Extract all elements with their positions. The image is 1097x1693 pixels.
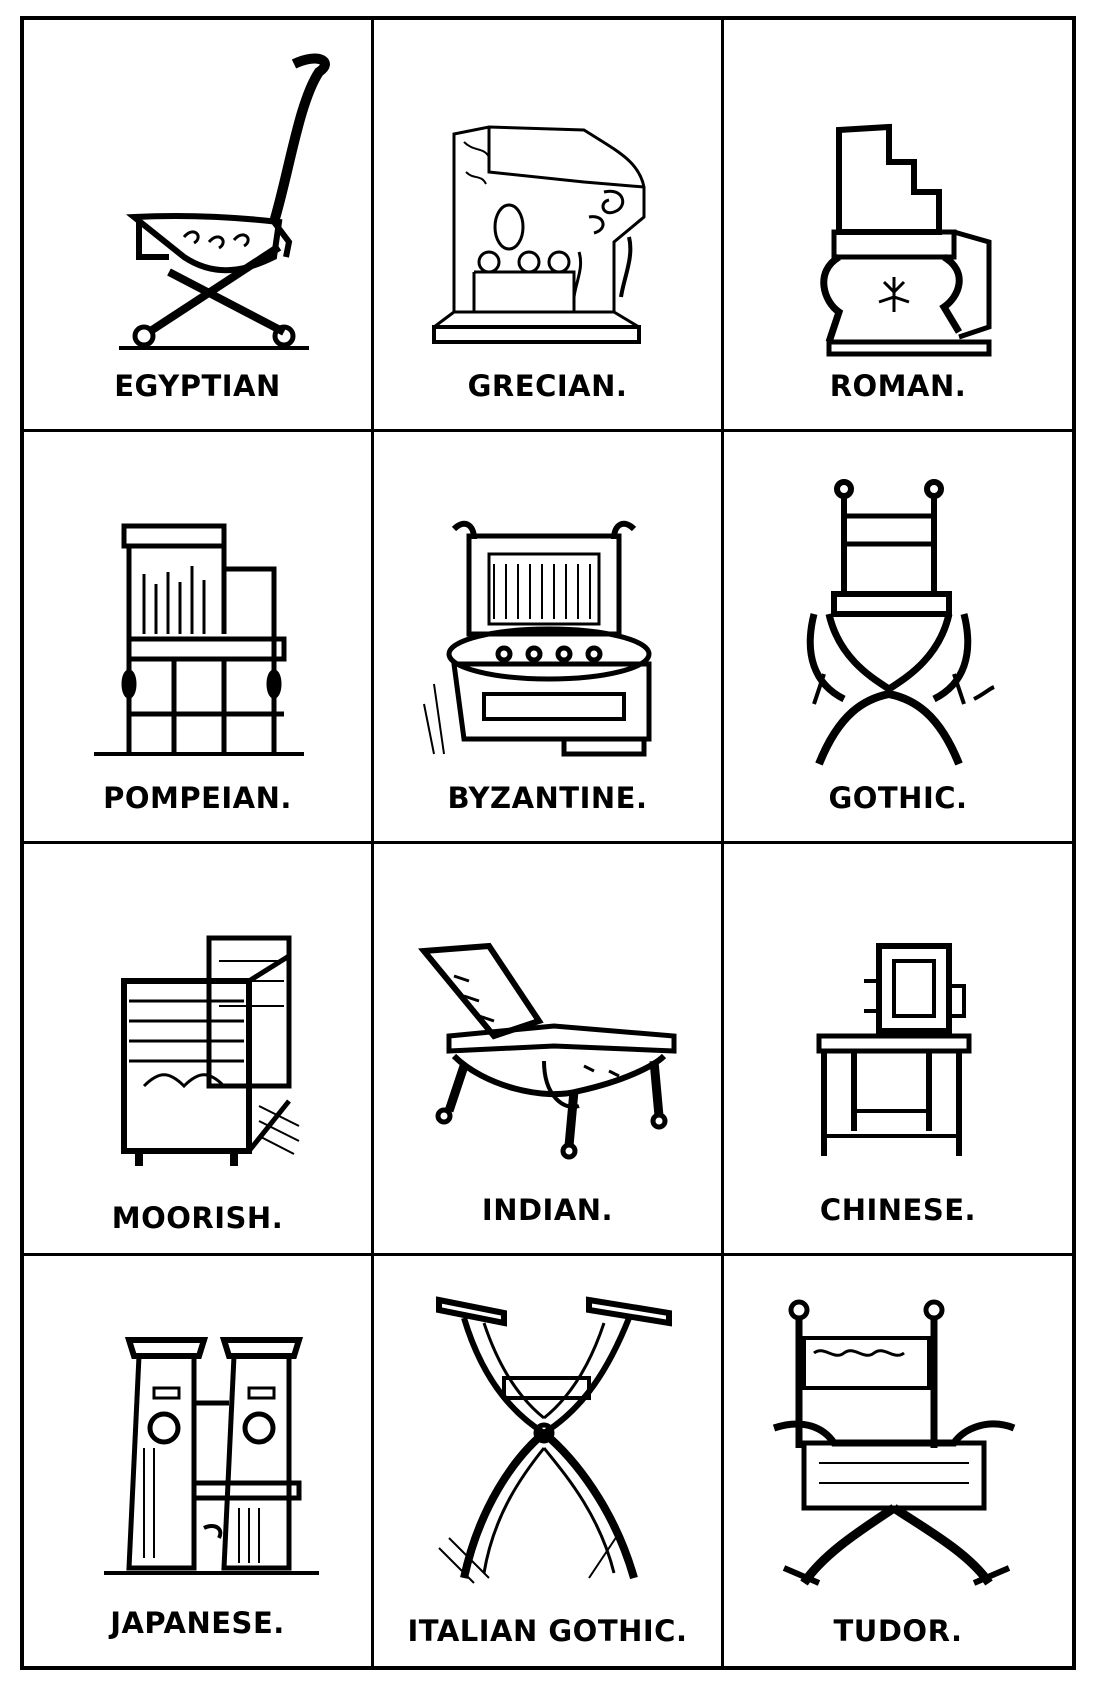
chair-label: TUDOR. (833, 1614, 963, 1648)
chair-label: INDIAN. (481, 1193, 614, 1227)
tudor-chair-icon (744, 1278, 1054, 1598)
chair-label: BYZANTINE. (447, 781, 648, 815)
pompeian-chair-icon (44, 454, 354, 774)
cell-japanese (24, 1256, 374, 1666)
chair-label: ITALIAN GOTHIC. (407, 1614, 688, 1648)
cell-italian-gothic (374, 1256, 724, 1666)
cell-tudor (724, 1256, 1072, 1666)
italian-gothic-chair-icon (394, 1278, 704, 1598)
chair-label: POMPEIAN. (103, 781, 292, 815)
cell-indian (374, 844, 724, 1256)
cell-gothic (724, 432, 1072, 844)
egyptian-chair-icon (44, 42, 354, 362)
chair-label: EGYPTIAN (114, 369, 281, 403)
roman-chair-icon (744, 42, 1054, 362)
moorish-chair-icon (44, 866, 354, 1186)
chair-label: ROMAN. (829, 369, 967, 403)
cell-roman (724, 20, 1072, 432)
chair-label: JAPANESE. (110, 1606, 285, 1640)
chinese-chair-icon (744, 866, 1054, 1186)
chair-styles-plate (20, 16, 1076, 1670)
cell-byzantine (374, 432, 724, 844)
cell-chinese (724, 844, 1072, 1256)
chair-label: GOTHIC. (828, 781, 968, 815)
chair-label: MOORISH. (111, 1201, 284, 1235)
chair-label: GRECIAN. (467, 369, 628, 403)
japanese-chair-icon (44, 1278, 354, 1598)
chair-label: CHINESE. (819, 1193, 977, 1227)
gothic-chair-icon (744, 454, 1054, 774)
grecian-chair-icon (394, 42, 704, 362)
byzantine-chair-icon (394, 454, 704, 774)
cell-grecian (374, 20, 724, 432)
cell-moorish (24, 844, 374, 1256)
cell-egyptian (24, 20, 374, 432)
indian-chair-icon (394, 866, 704, 1186)
cell-pompeian (24, 432, 374, 844)
